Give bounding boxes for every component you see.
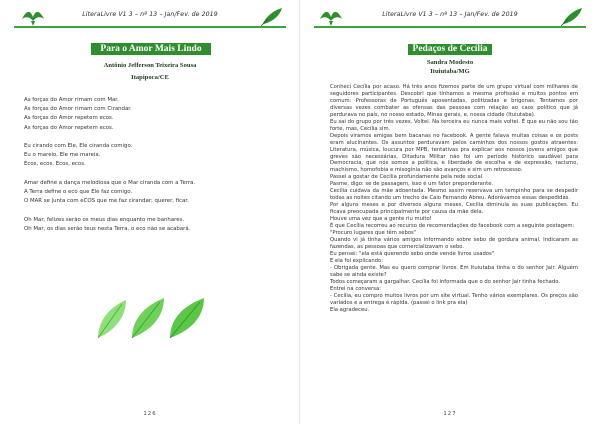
paragraph: Quando vi já tinha vários amigos informando sobre sebo de gordura animal. Indicaram as fazendas, as pessoas que comercializavam o sebo.: [330, 236, 578, 250]
paragraph: Eu pensei: "ela está querendo sebo onde vende livros usados": [330, 250, 495, 257]
page-number: 126: [143, 411, 157, 417]
paragraph: Cecília cuidava da mãe adoentada. Mesmo assim reservava um tempinho para se despedir todas as noites citando um trecho de Caio Fernando Abreu. Adorávamos essas despedidas.: [330, 188, 578, 202]
stanza-break: [24, 206, 284, 215]
right-page: [300, 0, 600, 424]
poem-line: Amar define a dança melodiosa que o Mar ciranda com a Terra.: [24, 179, 196, 186]
paragraph: Conheci Cecília por acaso. Há três anos fizemos parte de um grupo virtual com milhares de seguidores participantes. Descobri que tínhamos a mesma profissão e muitos pontos em comum: Professoras de Português aposentadas, politizadas e brigonas. Tentamos por diversas vezes combater as ofensas das pessoas com relação ao caos político que já perdurava no país, no nosso estado, Minas gerais, e, nossa cidade (Ituiutaba).: [330, 84, 578, 118]
paragraph: Todos começaram a gargalhar. Cecília foi informada que o do senhor Jair tinha fechado.: [330, 278, 560, 285]
stanza-break: [24, 170, 284, 179]
paragraph: Houve uma vez que a gente riu muito!: [330, 216, 432, 223]
poem-line: A Terra define o eco que Ele faz comigo.: [24, 189, 133, 195]
poem-line: Ecos, ecos. Ecos, ecos.: [24, 161, 86, 168]
page-header: [314, 6, 586, 28]
poem-line: As forças do Amor repetem ecos.: [24, 124, 114, 131]
paragraph: Eu sai do grupo por três vezes. Voltei. Na terceira eu nunca mais voltei. É que eu não sou tão forte, mas, Cecília sim.: [330, 118, 578, 132]
leaf-icon: [132, 298, 164, 338]
paragraph: É que Cecília recorreu ao recurso de recomendações do facebook com a seguinte postagem:: [330, 223, 575, 230]
header-rule: [314, 26, 586, 28]
quill-pen-icon: [558, 7, 584, 27]
article-title: Para o Amor Mais Lindo: [91, 43, 211, 55]
author-place: Ituiutaba/MG: [430, 68, 470, 75]
leaf-icon: [98, 300, 126, 338]
article-body: [330, 84, 578, 313]
stanza-break: [24, 133, 284, 142]
paragraph: Pasme, digo: se de passagem, isso é um fator preponderante.: [330, 181, 494, 188]
paragraph: Passei a gostar de Cecília profundamente pela rede social.: [330, 174, 484, 181]
poem-line: Oh Mar, os dias serão teus nesta Terra, o eco não se acabará.: [24, 225, 191, 232]
leaf-icon: [170, 298, 204, 338]
header-rule: [14, 26, 286, 28]
author-name: Sandra Modesto: [426, 59, 474, 66]
paragraph: E ela foi explicando:: [330, 257, 383, 264]
paragraph: - Cecília, eu compro muitos livros por um site virtual. Tenho vários exemplares. Os preços são variados e a entrega é rápida. (passei o link pra ela): [330, 292, 578, 306]
poem-line: As forças do Amor rimam com Mar.: [24, 97, 119, 103]
quill-pen-icon: [258, 7, 284, 27]
paragraph: Depois viramos amigas bem bacanas no facebook. A gente falava muitas coisas e os posts eram alucinantes. Os assuntos perduravam pelos caminhos dos nossos gostos atraentes: Literatura, música, loucura por MPB, tentativas pra explicar aos nossos jovens amigos que greves são necessárias, Ditadura Militar não foi um período histórico saudável para Democracia, que nós somos a política, e liberdade de escolha e de expressão, racismo, machismo, homofobia e misoginia não são avanços e sim um retrocesso.: [330, 132, 578, 174]
poem-body: [24, 96, 284, 234]
header-text: LiteraLivre V1 3 – nº 13 – Jan/Fev. de 2019: [82, 11, 218, 18]
leaf-decoration: [92, 296, 212, 340]
page-header: [14, 6, 286, 28]
paragraph: "Procuro lugares que têm sebos": [330, 230, 417, 237]
poem-line: Eu cirando com Ele, Ele ciranda comigo.: [24, 143, 133, 149]
author-place: Itapipoca/CE: [131, 74, 169, 81]
poem-line: Oh Mar, felizes serão os meus dias enquanto me banhares.: [24, 216, 185, 223]
article-title: Pedaços de Cecília: [408, 44, 492, 55]
poem-line: As forças do Amor repetem ecos.: [24, 115, 114, 122]
paragraph: Por alguns meses e por diversos alguns meses, Cecília diminuía as suas publicações. Eu ficava preocupada principalmente por causa da mãe dela.: [330, 202, 578, 216]
paragraph: Ela agradeceu.: [330, 306, 370, 313]
poem-line: As forças do Amor rimam com Cirandar.: [24, 106, 132, 113]
paragraph: Entrei na conversa:: [330, 285, 381, 292]
paragraph: - Obrigada gente. Mas eu quero comprar livros. Em Ituiutaba tinha o do senhor Jair. Alguém sabe se ainda existe?: [330, 264, 578, 278]
author-name: Antônio Jefferson Teixeira Sousa: [103, 62, 197, 69]
poem-line: Eu o mareio, Ele me mareia.: [24, 152, 101, 159]
page-number: 127: [443, 411, 457, 417]
poem-line: O MAR se junta com eCOS que me faz cirandar; querer, ficar.: [24, 198, 189, 205]
header-text: LiteraLivre V1 3 – nº 13 – Jan/Fev. de 2019: [382, 11, 518, 18]
